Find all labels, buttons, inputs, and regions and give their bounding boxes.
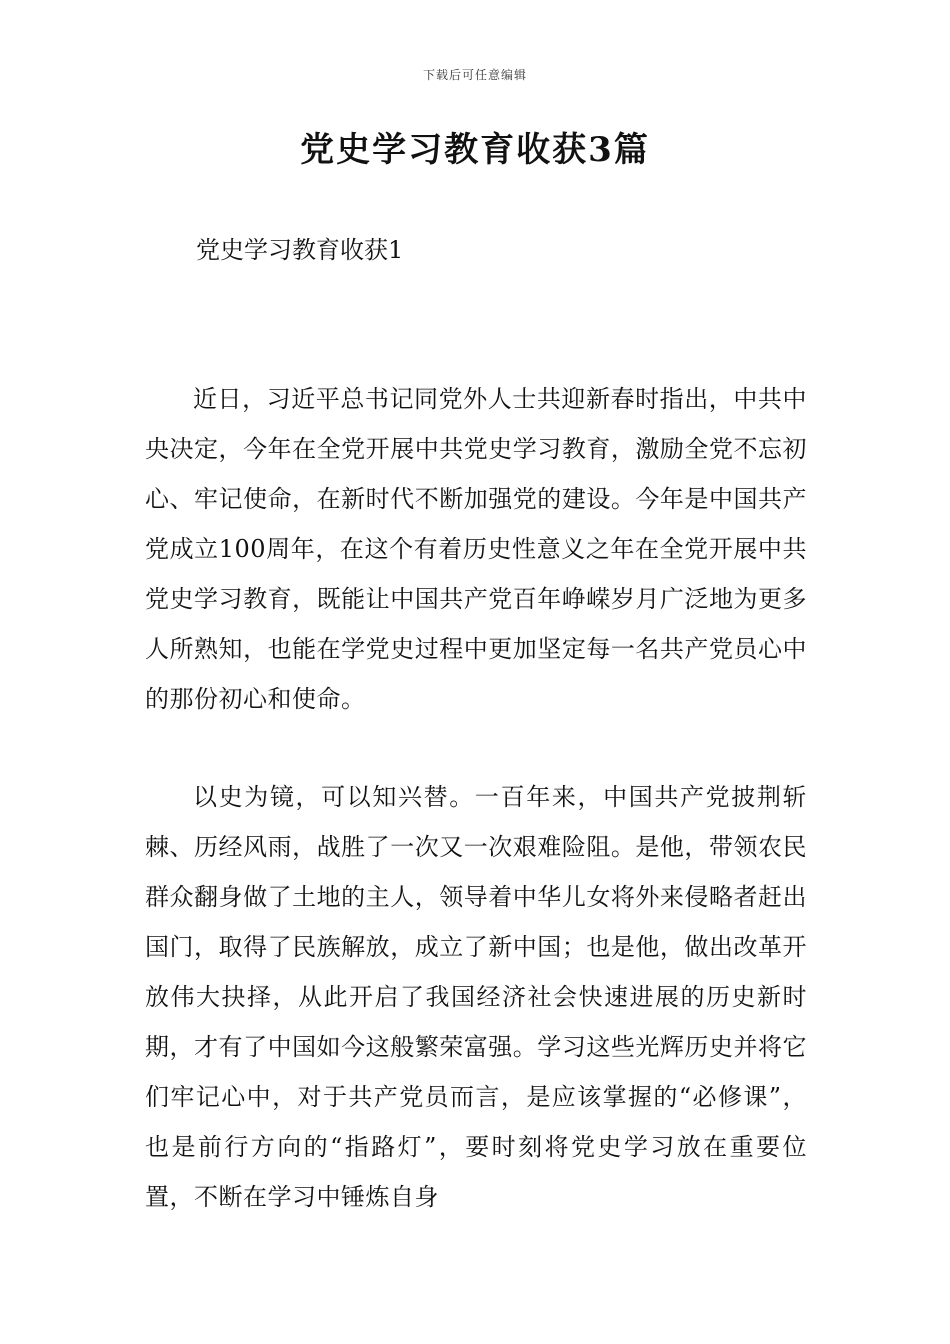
document-title: 党史学习教育收获3篇 xyxy=(300,130,650,170)
section-heading: 党史学习教育收获1 xyxy=(196,236,404,264)
header-note: 下载后可任意编辑 xyxy=(422,68,527,82)
body-paragraph-1: 近日，习近平总书记同党外人士共迎新春时指出，中共中央决定，今年在全党开展中共党史学习教育，激励全党不忘初心、牢记使命，在新时代不断加强党的建设。今年是中国共产党成立100周年，在这个有着历史性意义之年在全党开展中共党史学习教育，既能让中国共产党百年峥嵘岁月广泛地为更多人所熟知，也能在学党史过程中更加坚定每一名共产党员心中的那份初心和使命。 xyxy=(145,385,807,713)
body-paragraph-2: 以史为镜，可以知兴替。一百年来，中国共产党披荆斩棘、历经风雨，战胜了一次又一次艰难险阻。是他，带领农民群众翻身做了土地的主人，领导着中华儿女将外来侵略者赶出国门，取得了民族解放，成立了新中国；也是他，做出改革开放伟大抉择，从此开启了我国经济社会快速进展的历史新时期，才有了中国如今这般繁荣富强。学习这些光辉历史并将它们牢记心中，对于共产党员而言，是应该掌握的“必修课”，也是前行方向的“指路灯”，要时刻将党史学习放在重要位置，不断在学习中锤炼自身 xyxy=(145,783,807,1211)
